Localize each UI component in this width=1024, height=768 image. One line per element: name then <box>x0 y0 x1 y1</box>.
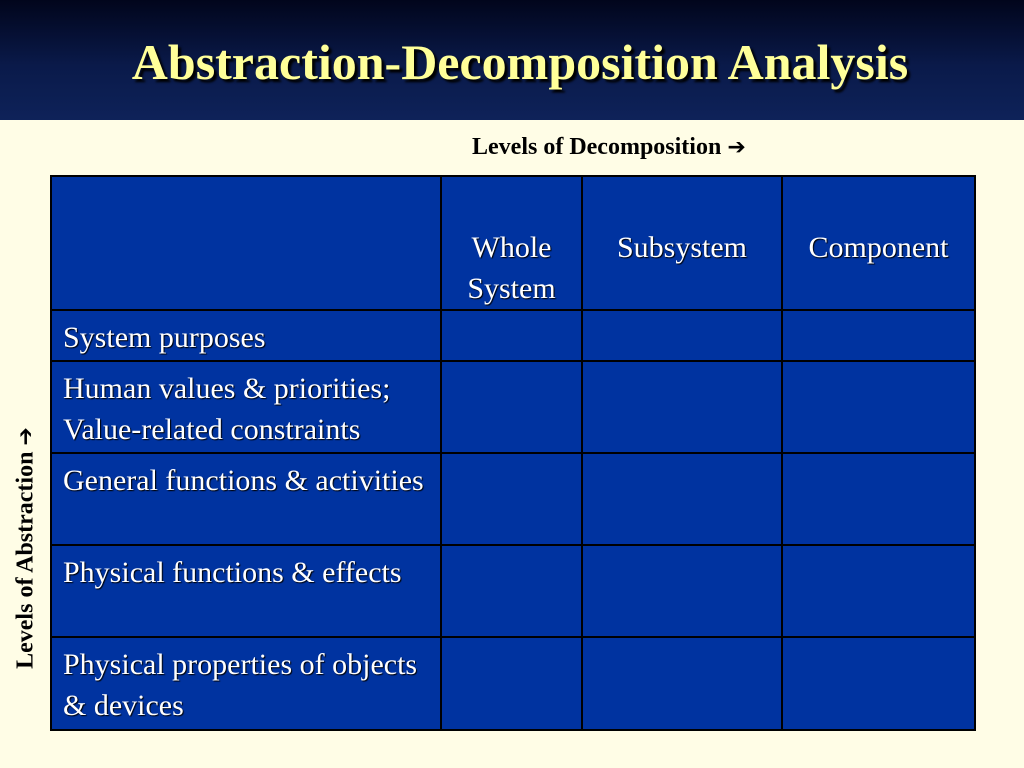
column-header-subsystem: Subsystem <box>582 176 782 310</box>
table-corner-cell <box>51 176 441 310</box>
row-label-physical-functions: Physical functions & effects <box>51 545 441 637</box>
slide-title: Abstraction-Decomposition Analysis <box>131 34 909 90</box>
table-cell <box>441 453 582 545</box>
decomposition-axis-text: Levels of Decomposition <box>472 134 722 160</box>
table-cell <box>441 545 582 637</box>
table-cell <box>441 637 582 730</box>
table-row <box>51 361 975 453</box>
table-cell <box>782 453 975 545</box>
table-row <box>51 545 975 637</box>
arrow-up-icon: ➔ <box>13 427 39 446</box>
table-cell <box>782 310 975 361</box>
table-cell <box>582 453 782 545</box>
table-cell <box>441 361 582 453</box>
row-label-human-values: Human values & priorities; Value-related constraints <box>51 361 441 453</box>
table-header-row <box>51 176 975 310</box>
arrow-right-icon: ➔ <box>727 135 746 160</box>
table-cell <box>582 637 782 730</box>
row-label-physical-properties: Physical properties of objects & devices <box>51 637 441 730</box>
abstraction-axis-label <box>13 427 40 669</box>
table-cell <box>582 310 782 361</box>
table-cell <box>582 545 782 637</box>
abstraction-axis-text: Levels of Abstraction <box>12 451 39 669</box>
table-cell <box>441 310 582 361</box>
table-row <box>51 637 975 730</box>
table-row <box>51 453 975 545</box>
row-label-system-purposes: System purposes <box>51 310 441 361</box>
decomposition-axis-label <box>472 134 746 161</box>
table-cell <box>782 545 975 637</box>
table-cell <box>782 637 975 730</box>
abstraction-decomposition-table <box>50 175 976 731</box>
title-bar <box>0 0 1024 120</box>
table-cell <box>782 361 975 453</box>
row-label-general-functions: General functions & activities <box>51 453 441 545</box>
table-cell <box>582 361 782 453</box>
column-header-whole-system: Whole System <box>441 176 582 310</box>
column-header-component: Component <box>782 176 975 310</box>
table-row <box>51 310 975 361</box>
